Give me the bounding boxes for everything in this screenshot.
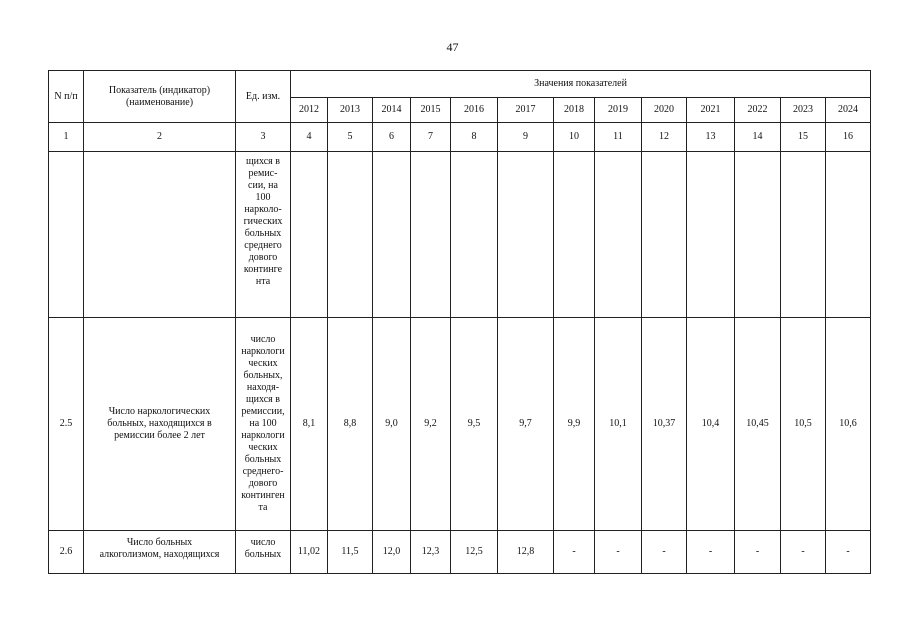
- value-cell: [328, 152, 373, 318]
- year-cell: 2020: [642, 98, 687, 123]
- year-cell: 2018: [554, 98, 595, 123]
- header-values-title: Значения показателей: [291, 71, 871, 98]
- value-cell: 9,2: [411, 318, 451, 531]
- column-number: 13: [687, 123, 735, 152]
- table-row: [49, 531, 871, 574]
- value-cell: 10,5: [781, 318, 826, 531]
- value-cell: [498, 152, 554, 318]
- value-cell: [642, 152, 687, 318]
- value-cell: 9,5: [451, 318, 498, 531]
- year-cell: 2012: [291, 98, 328, 123]
- value-cell: [411, 152, 451, 318]
- column-number: 15: [781, 123, 826, 152]
- value-cell: -: [735, 531, 781, 574]
- value-cell: 10,6: [826, 318, 871, 531]
- column-number: 8: [451, 123, 498, 152]
- column-number: 10: [554, 123, 595, 152]
- year-cell: 2023: [781, 98, 826, 123]
- column-number: 16: [826, 123, 871, 152]
- indicator-table: [48, 70, 871, 574]
- value-cell: [735, 152, 781, 318]
- column-number: 1: [49, 123, 84, 152]
- value-cell: -: [554, 531, 595, 574]
- header-row: [49, 71, 871, 98]
- row-unit: число больных: [236, 531, 291, 574]
- year-cell: 2024: [826, 98, 871, 123]
- header-num: N п/п: [49, 71, 84, 123]
- year-cell: 2017: [498, 98, 554, 123]
- year-cell: 2013: [328, 98, 373, 123]
- column-number: 14: [735, 123, 781, 152]
- value-cell: 12,5: [451, 531, 498, 574]
- row-indicator: [84, 152, 236, 318]
- header-indicator: Показатель (индикатор) (наименование): [84, 71, 236, 123]
- year-cell: 2019: [595, 98, 642, 123]
- value-cell: 11,5: [328, 531, 373, 574]
- value-cell: 10,4: [687, 318, 735, 531]
- value-cell: 12,8: [498, 531, 554, 574]
- value-cell: [373, 152, 411, 318]
- value-cell: 9,0: [373, 318, 411, 531]
- value-cell: -: [642, 531, 687, 574]
- value-cell: 12,0: [373, 531, 411, 574]
- column-number: 2: [84, 123, 236, 152]
- value-cell: 10,1: [595, 318, 642, 531]
- value-cell: [781, 152, 826, 318]
- row-unit: число наркологи ческих больных, находя- щихся в ремиссии, на 100 наркологи ческих больных среднего- дового континген та: [236, 318, 291, 531]
- column-number-row: [49, 123, 871, 152]
- column-number: 7: [411, 123, 451, 152]
- value-cell: [687, 152, 735, 318]
- value-cell: [291, 152, 328, 318]
- value-cell: 11,02: [291, 531, 328, 574]
- value-cell: 10,37: [642, 318, 687, 531]
- row-num: [49, 152, 84, 318]
- table-row: [49, 318, 871, 531]
- column-number: 12: [642, 123, 687, 152]
- row-unit: щихся в ремис- сии, на 100 нарколо- гических больных среднего дового континге нта: [236, 152, 291, 318]
- value-cell: -: [781, 531, 826, 574]
- value-cell: -: [826, 531, 871, 574]
- value-cell: 12,3: [411, 531, 451, 574]
- column-number: 9: [498, 123, 554, 152]
- year-cell: 2014: [373, 98, 411, 123]
- row-indicator: Число наркологических больных, находящихся в ремиссии более 2 лет: [84, 318, 236, 531]
- value-cell: [554, 152, 595, 318]
- value-cell: 10,45: [735, 318, 781, 531]
- column-number: 6: [373, 123, 411, 152]
- value-cell: 9,7: [498, 318, 554, 531]
- column-number: 5: [328, 123, 373, 152]
- row-num: 2.5: [49, 318, 84, 531]
- row-indicator: Число больных алкоголизмом, находящихся: [84, 531, 236, 574]
- table-row: [49, 152, 871, 318]
- value-cell: 9,9: [554, 318, 595, 531]
- value-cell: -: [687, 531, 735, 574]
- page-number: 47: [446, 40, 459, 54]
- header-unit: Ед. изм.: [236, 71, 291, 123]
- value-cell: 8,8: [328, 318, 373, 531]
- year-cell: 2015: [411, 98, 451, 123]
- year-cell: 2021: [687, 98, 735, 123]
- column-number: 11: [595, 123, 642, 152]
- value-cell: -: [595, 531, 642, 574]
- column-number: 3: [236, 123, 291, 152]
- column-number: 4: [291, 123, 328, 152]
- value-cell: 8,1: [291, 318, 328, 531]
- year-cell: 2022: [735, 98, 781, 123]
- row-num: 2.6: [49, 531, 84, 574]
- year-cell: 2016: [451, 98, 498, 123]
- value-cell: [826, 152, 871, 318]
- value-cell: [595, 152, 642, 318]
- value-cell: [451, 152, 498, 318]
